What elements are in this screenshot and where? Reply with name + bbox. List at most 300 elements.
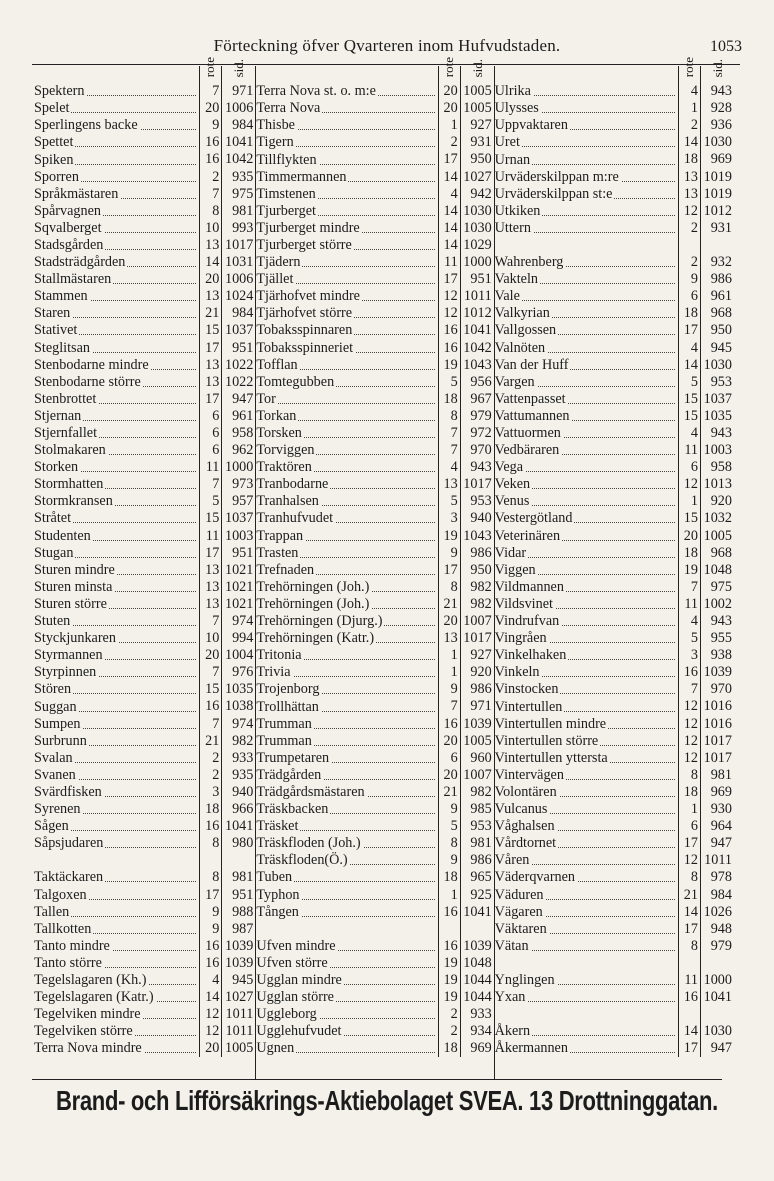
register-entry bbox=[34, 835, 255, 852]
entry-name-text: Vingråen bbox=[494, 630, 547, 647]
entry-name bbox=[495, 254, 678, 271]
entry-name-text: Tomtegubben bbox=[256, 373, 335, 390]
entry-name bbox=[495, 972, 678, 989]
entry-page: 979 bbox=[460, 408, 494, 425]
entry-page: 1027 bbox=[221, 989, 255, 1006]
entry-page: 1039 bbox=[221, 938, 255, 955]
entry-name bbox=[256, 801, 437, 818]
entry-rote: 14 bbox=[199, 989, 221, 1006]
entry-name-text: Terra Nova bbox=[256, 100, 321, 117]
entry-rote: 8 bbox=[199, 203, 221, 220]
entry-page: 971 bbox=[221, 83, 255, 100]
entry-name-text: Trojenborg bbox=[256, 681, 320, 698]
entry-page: 1005 bbox=[460, 83, 494, 100]
entry-name bbox=[495, 904, 678, 921]
entry-name-text: Tuben bbox=[256, 869, 293, 886]
entry-name bbox=[256, 476, 437, 493]
register-entry bbox=[256, 562, 493, 579]
entry-name-text: Tången bbox=[256, 903, 299, 920]
register-entry bbox=[495, 271, 734, 288]
entry-rote: 9 bbox=[199, 904, 221, 921]
entry-name bbox=[256, 630, 437, 647]
entry-page: 1006 bbox=[221, 100, 255, 117]
entry-name-text: Uret bbox=[494, 134, 520, 151]
entry-name-text: Tallkotten bbox=[34, 920, 92, 937]
entry-rote: 20 bbox=[438, 83, 460, 100]
entry-name-text: Vildmannen bbox=[494, 578, 564, 595]
entry-page: 968 bbox=[700, 545, 734, 562]
entry-name bbox=[34, 955, 199, 972]
register-entry bbox=[495, 408, 734, 425]
entry-name-text: Tofflan bbox=[256, 356, 298, 373]
entry-name-text: Tjurberget mindre bbox=[256, 219, 360, 236]
entry-name bbox=[34, 528, 199, 545]
entry-page: 1030 bbox=[700, 134, 734, 151]
entry-name bbox=[256, 904, 437, 921]
entry-name bbox=[34, 459, 199, 476]
entry-name-text: Torsken bbox=[256, 425, 302, 442]
entry-page: 951 bbox=[221, 887, 255, 904]
entry-name bbox=[34, 613, 199, 630]
entry-rote: 21 bbox=[438, 784, 460, 801]
entry-name-text: Stugan bbox=[34, 544, 74, 561]
entry-name bbox=[495, 733, 678, 750]
entry-name bbox=[34, 699, 199, 716]
entry-name-text: Vale bbox=[494, 288, 520, 305]
register-entry bbox=[256, 818, 493, 835]
register-entry bbox=[256, 801, 493, 818]
register-entry bbox=[34, 1023, 255, 1040]
entry-name-text: Trehörningen (Joh.) bbox=[256, 595, 370, 612]
entry-name bbox=[256, 955, 437, 972]
register-entry bbox=[495, 442, 734, 459]
entry-name-text: Stadsgården bbox=[34, 236, 104, 253]
entry-name-text: Sturen mindre bbox=[34, 561, 115, 578]
entry-name bbox=[495, 203, 678, 220]
entry-name-text: Wahrenberg bbox=[494, 254, 564, 271]
entry-name bbox=[495, 835, 678, 852]
entry-name bbox=[256, 750, 437, 767]
entry-rote: 4 bbox=[438, 186, 460, 203]
entry-page: 948 bbox=[700, 921, 734, 938]
register-entry bbox=[34, 647, 255, 664]
entry-rote: 7 bbox=[199, 186, 221, 203]
top-rule bbox=[32, 64, 740, 65]
entry-name-text: Tjädern bbox=[256, 254, 301, 271]
entry-name bbox=[34, 322, 199, 339]
entry-name-text: Stenbrottet bbox=[34, 390, 97, 407]
register-entry bbox=[495, 203, 734, 220]
entry-rote: 16 bbox=[438, 938, 460, 955]
entry-name bbox=[495, 681, 678, 698]
register-entry bbox=[495, 955, 734, 972]
entry-page: 958 bbox=[221, 425, 255, 442]
entry-page: 1019 bbox=[700, 169, 734, 186]
entry-page: 950 bbox=[460, 562, 494, 579]
entry-rote: 13 bbox=[199, 562, 221, 579]
entry-name bbox=[34, 733, 199, 750]
entry-name bbox=[256, 767, 437, 784]
entry-name-text: Tor bbox=[256, 390, 276, 407]
register-entry bbox=[34, 442, 255, 459]
register-entry bbox=[34, 340, 255, 357]
entry-rote: 7 bbox=[199, 664, 221, 681]
entry-name bbox=[256, 203, 437, 220]
entry-name bbox=[495, 340, 678, 357]
entry-page: 971 bbox=[460, 698, 494, 715]
entry-page: 956 bbox=[460, 374, 494, 391]
entry-rote bbox=[199, 852, 221, 869]
register-entry bbox=[495, 391, 734, 408]
register-entry bbox=[34, 288, 255, 305]
entry-name bbox=[495, 989, 678, 1006]
entry-name-text: Vägaren bbox=[494, 903, 543, 920]
register-entry bbox=[34, 476, 255, 493]
entry-rote: 15 bbox=[199, 322, 221, 339]
entry-page: 1030 bbox=[700, 1023, 734, 1040]
entry-rote: 17 bbox=[438, 271, 460, 288]
entry-rote: 13 bbox=[199, 596, 221, 613]
entry-name bbox=[495, 852, 678, 869]
entry-rote: 2 bbox=[678, 117, 700, 134]
entry-name-text: Utkiken bbox=[494, 202, 541, 219]
entry-name bbox=[34, 545, 199, 562]
entry-rote: 10 bbox=[199, 220, 221, 237]
register-entry bbox=[34, 203, 255, 220]
entry-name bbox=[256, 340, 437, 357]
rote-header-label: rote bbox=[680, 56, 696, 78]
entry-page: 1039 bbox=[221, 955, 255, 972]
register-entry bbox=[34, 425, 255, 442]
register-entry bbox=[495, 596, 734, 613]
entry-page: 945 bbox=[221, 972, 255, 989]
entry-rote: 16 bbox=[678, 989, 700, 1006]
entry-name bbox=[34, 203, 199, 220]
register-entry bbox=[34, 664, 255, 681]
register-entry bbox=[495, 117, 734, 134]
register-entry bbox=[495, 681, 734, 698]
entry-page: 1039 bbox=[700, 664, 734, 681]
register-entry bbox=[256, 887, 493, 904]
entry-page bbox=[700, 1006, 734, 1023]
register-entry bbox=[495, 887, 734, 904]
entry-rote: 17 bbox=[678, 322, 700, 339]
entry-rote: 19 bbox=[438, 989, 460, 1006]
entry-rote: 3 bbox=[678, 647, 700, 664]
register-entry bbox=[256, 528, 493, 545]
entry-rote: 2 bbox=[199, 767, 221, 784]
entry-rote: 12 bbox=[678, 203, 700, 220]
entry-name bbox=[256, 1040, 437, 1057]
entry-name bbox=[495, 271, 678, 288]
entry-name bbox=[34, 630, 199, 647]
entry-name-text: Svärdfisken bbox=[34, 783, 102, 800]
entry-rote: 6 bbox=[199, 442, 221, 459]
entry-rote: 13 bbox=[199, 374, 221, 391]
entry-page: 1043 bbox=[460, 357, 494, 374]
register-entry bbox=[495, 254, 734, 271]
entry-name bbox=[256, 869, 437, 886]
entry-rote: 6 bbox=[678, 459, 700, 476]
entry-page: 1013 bbox=[700, 476, 734, 493]
entry-name-text: Stjernfallet bbox=[34, 425, 98, 442]
entry-rote: 6 bbox=[199, 408, 221, 425]
entry-rote: 19 bbox=[438, 528, 460, 545]
entry-name-text: Talgoxen bbox=[34, 886, 87, 903]
entry-rote: 18 bbox=[678, 305, 700, 322]
entry-name bbox=[256, 733, 437, 750]
entry-rote: 4 bbox=[199, 972, 221, 989]
entry-page: 1042 bbox=[221, 151, 255, 168]
register-entry bbox=[495, 545, 734, 562]
entry-name bbox=[495, 1006, 678, 1023]
entry-name bbox=[256, 510, 437, 527]
entry-name-text: Ynglingen bbox=[494, 972, 555, 989]
register-entry bbox=[495, 972, 734, 989]
entry-name bbox=[495, 921, 678, 938]
entry-page: 947 bbox=[700, 1040, 734, 1057]
entry-name-text: Tranbodarne bbox=[256, 476, 329, 493]
entry-name-text: Vinkeln bbox=[494, 664, 540, 681]
entry-rote: 11 bbox=[199, 528, 221, 545]
entry-page: 943 bbox=[700, 425, 734, 442]
entry-name bbox=[34, 921, 199, 938]
entry-name-text: Vårdtornet bbox=[494, 835, 557, 852]
entry-name-text: Sumpen bbox=[34, 715, 81, 732]
entry-rote: 9 bbox=[438, 852, 460, 869]
entry-name bbox=[256, 117, 437, 134]
register-entry bbox=[256, 904, 493, 921]
entry-page: 972 bbox=[460, 425, 494, 442]
entry-page: 1039 bbox=[460, 716, 494, 733]
entry-rote: 16 bbox=[199, 955, 221, 972]
entry-rote: 7 bbox=[199, 476, 221, 493]
register-entry bbox=[34, 904, 255, 921]
entry-rote: 16 bbox=[199, 134, 221, 151]
register-entry bbox=[495, 613, 734, 630]
entry-page: 943 bbox=[460, 459, 494, 476]
entry-rote: 12 bbox=[678, 716, 700, 733]
entry-page: 1002 bbox=[700, 596, 734, 613]
entry-name-text: Ugglan mindre bbox=[256, 972, 342, 989]
column-header bbox=[34, 56, 255, 83]
entry-name-text: Styckjunkaren bbox=[34, 630, 116, 647]
register-entry bbox=[34, 869, 255, 886]
entry-page: 1004 bbox=[221, 647, 255, 664]
entry-name-text: Stativet bbox=[34, 322, 78, 339]
entry-name bbox=[34, 562, 199, 579]
entry-name bbox=[495, 357, 678, 374]
entry-name bbox=[495, 869, 678, 886]
entry-page: 951 bbox=[221, 340, 255, 357]
register-entry bbox=[256, 545, 493, 562]
entry-page: 1021 bbox=[221, 562, 255, 579]
register-entry bbox=[34, 305, 255, 322]
entry-page: 1017 bbox=[460, 476, 494, 493]
entry-name bbox=[495, 510, 678, 527]
entry-name bbox=[256, 493, 437, 510]
rote-header-label: rote bbox=[202, 56, 218, 78]
register-entry bbox=[495, 647, 734, 664]
register-entry bbox=[256, 613, 493, 630]
entry-rote: 20 bbox=[438, 100, 460, 117]
entry-name bbox=[495, 579, 678, 596]
entry-rote: 20 bbox=[199, 100, 221, 117]
entry-name bbox=[256, 322, 437, 339]
rote-header bbox=[438, 56, 460, 83]
entry-name-text: Vakteln bbox=[494, 271, 539, 288]
entry-rote: 20 bbox=[199, 1040, 221, 1057]
entry-page: 1044 bbox=[460, 989, 494, 1006]
entry-name-text: Vega bbox=[494, 459, 524, 476]
entry-rote: 2 bbox=[678, 254, 700, 271]
entry-name-text: Trasten bbox=[256, 544, 299, 561]
entry-rote: 8 bbox=[438, 835, 460, 852]
entry-page: 943 bbox=[700, 613, 734, 630]
entry-rote: 15 bbox=[678, 510, 700, 527]
entry-rote: 5 bbox=[438, 493, 460, 510]
entry-name-text: Spårvagnen bbox=[34, 202, 101, 219]
entry-name bbox=[256, 408, 437, 425]
entry-name-text: Vinstocken bbox=[494, 681, 559, 698]
entry-rote: 13 bbox=[438, 630, 460, 647]
entry-name-text: Vidar bbox=[494, 544, 527, 561]
entry-page: 1016 bbox=[700, 716, 734, 733]
entry-name-text: Van der Huff bbox=[494, 356, 569, 373]
entry-rote: 12 bbox=[678, 852, 700, 869]
entry-page: 1042 bbox=[460, 340, 494, 357]
entry-page: 1017 bbox=[700, 733, 734, 750]
entry-rote: 18 bbox=[678, 545, 700, 562]
entry-page: 1021 bbox=[221, 596, 255, 613]
register-entry bbox=[495, 83, 734, 100]
rote-header-label: rote bbox=[440, 56, 456, 78]
entry-rote: 16 bbox=[199, 151, 221, 168]
entry-rote: 20 bbox=[438, 767, 460, 784]
entry-page: 1026 bbox=[700, 904, 734, 921]
entry-page: 1032 bbox=[700, 510, 734, 527]
register-entry bbox=[495, 579, 734, 596]
entry-name-text: Vattenpasset bbox=[494, 390, 566, 407]
entry-rote: 18 bbox=[678, 784, 700, 801]
entry-name bbox=[495, 716, 678, 733]
entry-name-text: Träskbacken bbox=[256, 801, 329, 818]
register-entry bbox=[34, 151, 255, 168]
entry-rote: 16 bbox=[199, 698, 221, 715]
entry-rote: 19 bbox=[678, 562, 700, 579]
register-entry bbox=[495, 750, 734, 767]
register-entry bbox=[256, 186, 493, 203]
entry-page: 1021 bbox=[221, 579, 255, 596]
register-entry bbox=[256, 989, 493, 1006]
register-entry bbox=[34, 955, 255, 972]
entry-page: 973 bbox=[221, 476, 255, 493]
register-entry bbox=[34, 510, 255, 527]
entry-rote: 18 bbox=[438, 1040, 460, 1057]
entry-name-text: Tobaksspinneriet bbox=[256, 339, 354, 356]
entry-rote: 9 bbox=[438, 681, 460, 698]
register-entry bbox=[256, 716, 493, 733]
entry-page: 1005 bbox=[460, 733, 494, 750]
entry-name bbox=[495, 134, 678, 151]
entry-page: 1041 bbox=[700, 989, 734, 1006]
entry-name bbox=[34, 579, 199, 596]
entry-name-text: Träskfloden(Ö.) bbox=[256, 852, 348, 869]
entry-rote bbox=[678, 1006, 700, 1023]
entry-page: 966 bbox=[221, 801, 255, 818]
entry-rote: 10 bbox=[199, 630, 221, 647]
register-entry bbox=[34, 562, 255, 579]
entry-name bbox=[495, 169, 678, 186]
column-3 bbox=[494, 56, 734, 1079]
entry-name bbox=[495, 459, 678, 476]
entry-page: 1024 bbox=[221, 288, 255, 305]
entry-name bbox=[256, 596, 437, 613]
entry-name-text: Ufven större bbox=[256, 954, 328, 971]
entry-name bbox=[495, 100, 678, 117]
entry-rote: 6 bbox=[678, 288, 700, 305]
entry-page: 1022 bbox=[221, 374, 255, 391]
entry-rote: 18 bbox=[678, 151, 700, 168]
entry-rote: 4 bbox=[678, 83, 700, 100]
register-entry bbox=[34, 579, 255, 596]
entry-page: 981 bbox=[460, 835, 494, 852]
entry-page: 931 bbox=[460, 134, 494, 151]
entry-name bbox=[256, 134, 437, 151]
entry-name-text: Väderqvarnen bbox=[494, 869, 576, 886]
entry-rote: 21 bbox=[199, 733, 221, 750]
entry-name-text: Volontären bbox=[494, 783, 557, 800]
entry-name bbox=[256, 647, 437, 664]
entry-page: 1041 bbox=[460, 322, 494, 339]
entry-name bbox=[34, 305, 199, 322]
entry-name bbox=[495, 1040, 678, 1057]
entry-name bbox=[256, 442, 437, 459]
entry-rote: 5 bbox=[199, 493, 221, 510]
register-table bbox=[34, 56, 734, 1079]
entry-page: 1005 bbox=[700, 528, 734, 545]
entry-name bbox=[256, 545, 437, 562]
register-entry bbox=[34, 459, 255, 476]
entry-name-text: Vintertullen yttersta bbox=[494, 749, 608, 766]
register-entry bbox=[256, 664, 493, 681]
entry-name bbox=[34, 869, 199, 886]
entry-page: 982 bbox=[460, 784, 494, 801]
entry-page: 986 bbox=[460, 681, 494, 698]
entry-page: 984 bbox=[221, 305, 255, 322]
register-entry bbox=[256, 784, 493, 801]
register-entry bbox=[495, 100, 734, 117]
entry-name-text: Uppvaktaren bbox=[494, 117, 568, 134]
entry-page: 934 bbox=[460, 1023, 494, 1040]
register-entry bbox=[256, 83, 493, 100]
entry-rote: 4 bbox=[678, 340, 700, 357]
entry-page: 986 bbox=[460, 852, 494, 869]
entry-name bbox=[34, 596, 199, 613]
entry-name-text: Trädgården bbox=[256, 766, 322, 783]
entry-rote: 8 bbox=[199, 869, 221, 886]
entry-name bbox=[495, 818, 678, 835]
entry-name-text: Stuten bbox=[34, 613, 71, 630]
entry-name bbox=[495, 750, 678, 767]
register-entry bbox=[495, 921, 734, 938]
entry-page: 1003 bbox=[700, 442, 734, 459]
entry-name-text: Stråtet bbox=[34, 510, 72, 527]
register-entry bbox=[34, 134, 255, 151]
entry-name-text: Trivia bbox=[256, 664, 291, 681]
entry-name-text: Suggan bbox=[34, 698, 77, 715]
entry-name bbox=[256, 254, 437, 271]
